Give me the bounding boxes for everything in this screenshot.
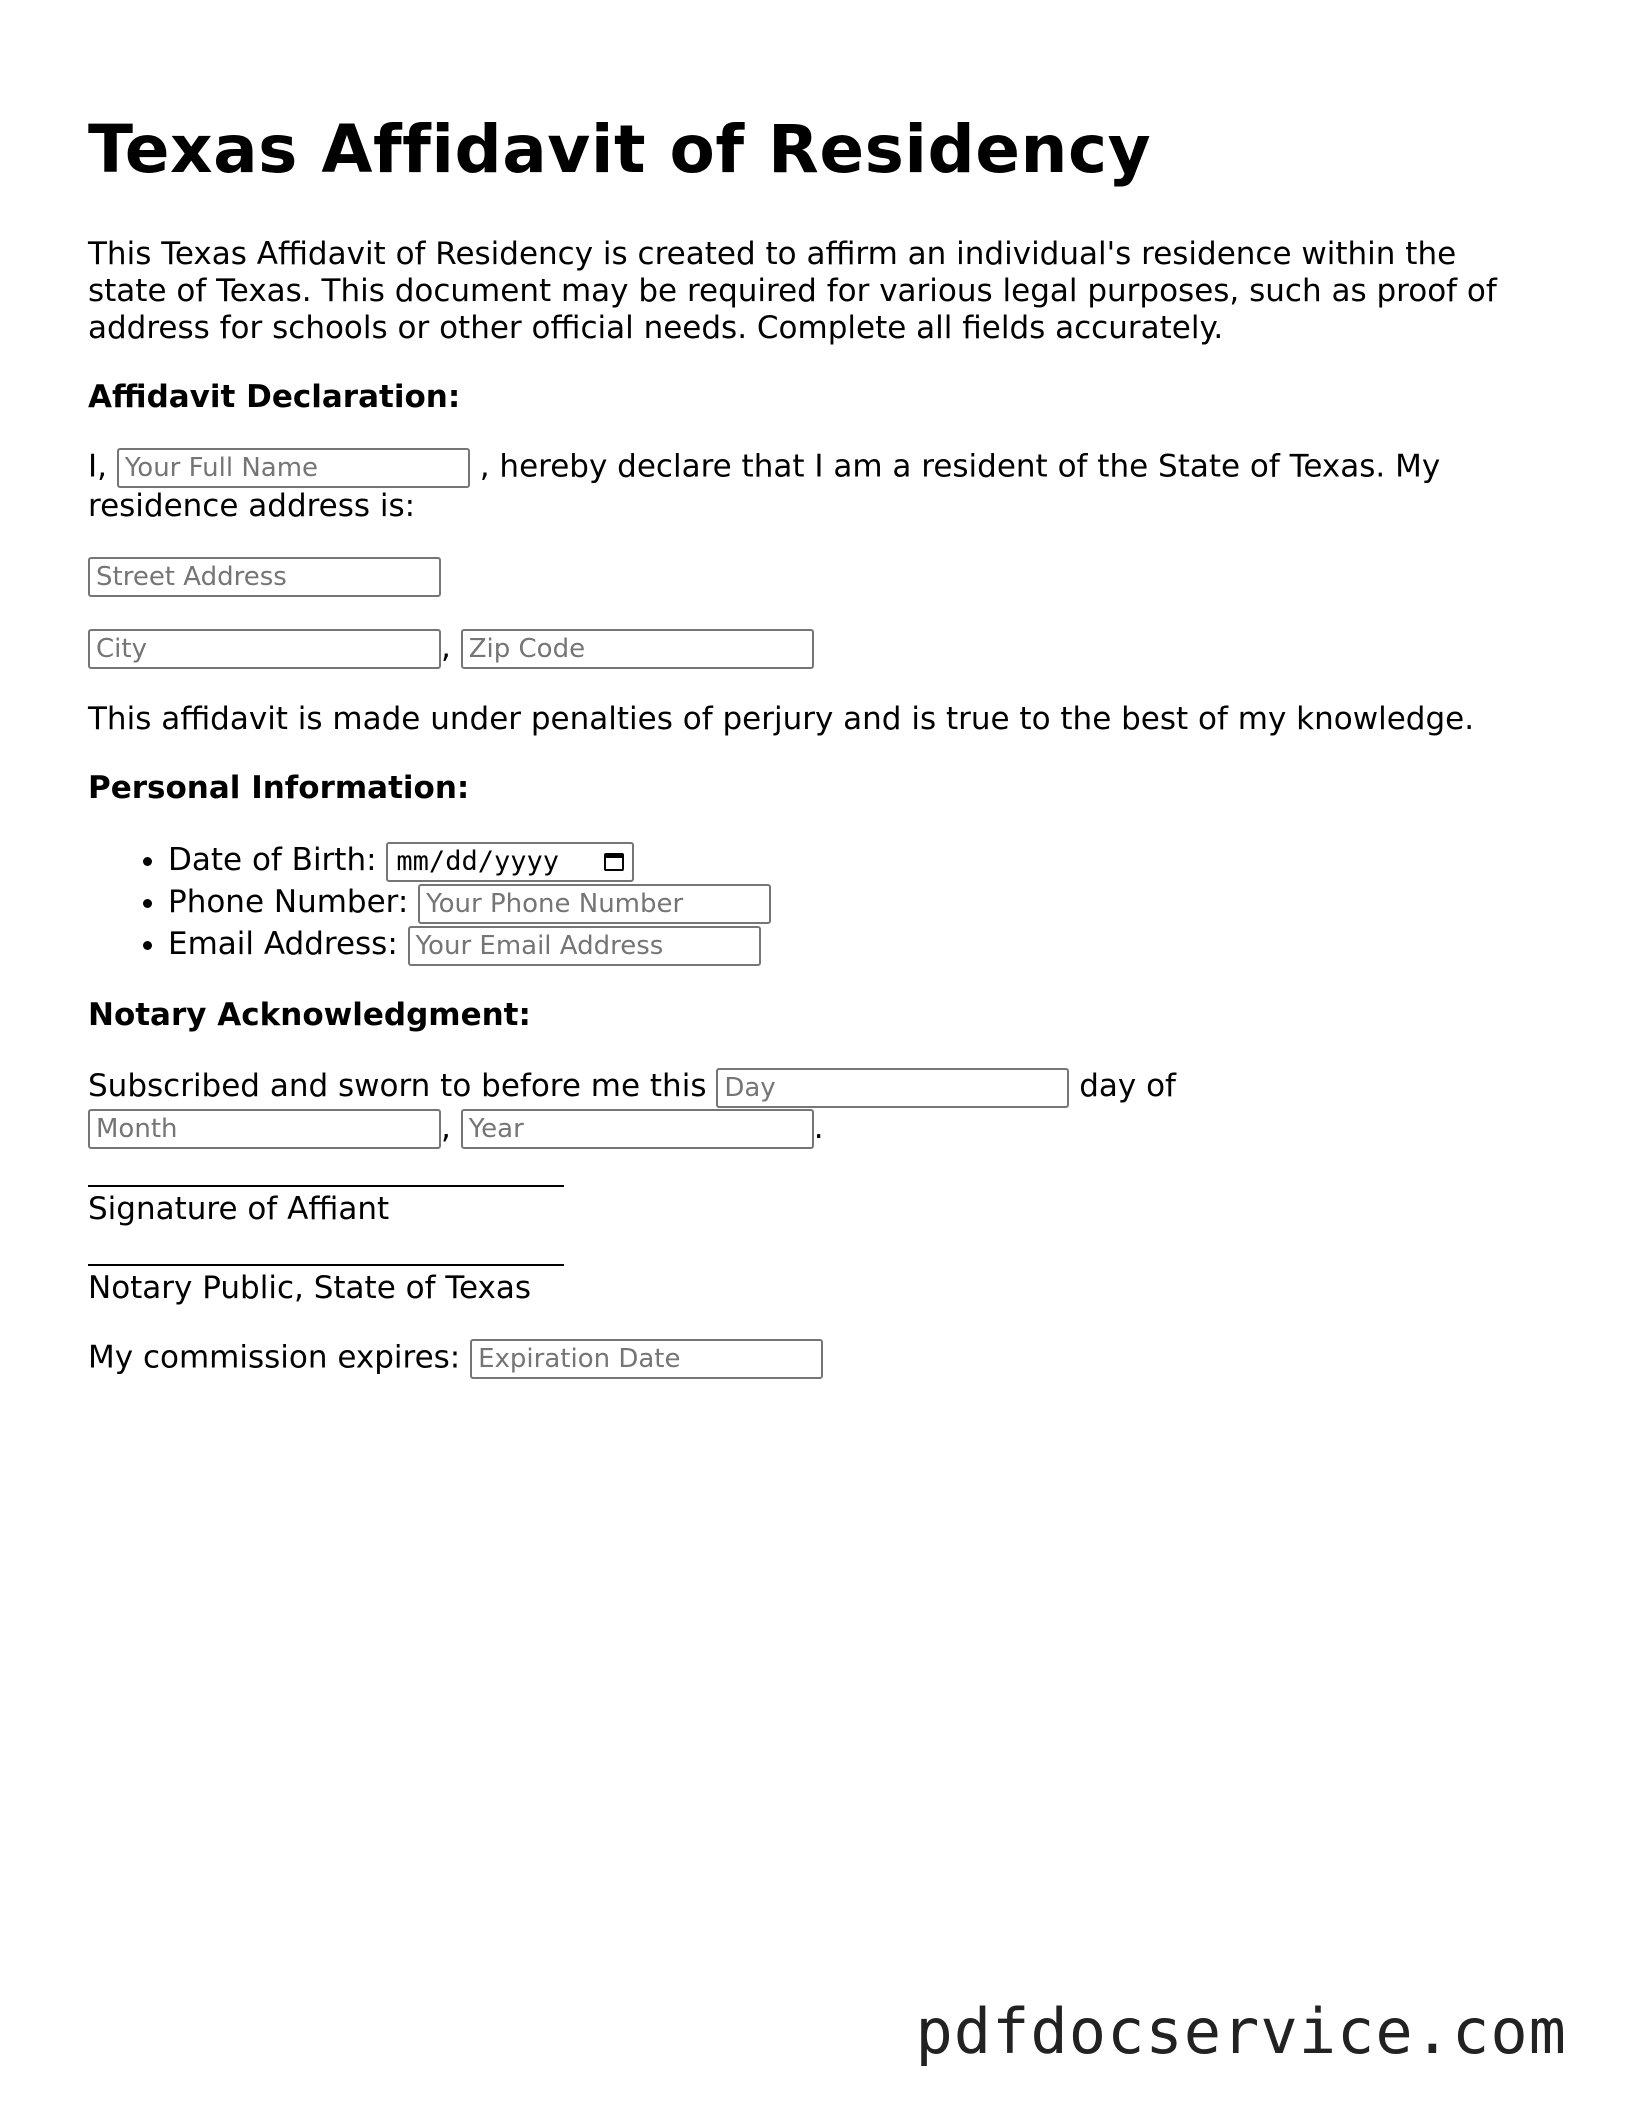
affiant-signature-block [88,1185,1528,1228]
document-title: Texas Affidavit of Residency [88,111,1152,188]
sworn-statement [88,1066,1528,1149]
commission-expires-line [88,1339,1528,1379]
month-input[interactable]: Month [88,1109,441,1149]
email-address-input[interactable]: Your Email Address [408,926,761,966]
notary-signature-block [88,1264,1528,1307]
day-of-text: day of [1079,1068,1176,1104]
sworn-prefix: Subscribed and sworn to before me this [88,1068,707,1104]
day-input[interactable]: Day [716,1068,1069,1108]
full-name-input[interactable]: Your Full Name [117,448,470,488]
notary-signature-line[interactable] [88,1264,564,1266]
list-item [168,881,1528,923]
commission-label: My commission expires: [88,1339,461,1376]
city-input[interactable]: City [88,629,441,669]
city-zip-row [88,629,1528,669]
calendar-icon[interactable] [604,853,624,871]
declaration-statement [88,448,1528,525]
phone-number-input[interactable]: Your Phone Number [418,884,771,924]
street-address-input[interactable]: Street Address [88,557,441,597]
list-item [168,839,1528,881]
date-format-text: mm/dd/yyyy [396,845,559,877]
street-row [88,557,1528,597]
expiration-date-input[interactable]: Expiration Date [470,1339,823,1379]
intro-paragraph: This Texas Affidavit of Residency is created to affirm an individual's residence within the state of Texas. This document may be required for various legal purposes, such as proof of address for schools or other official needs. Complete all fields accurately. [88,236,1497,346]
perjury-statement: This affidavit is made under penalties of perjury and is true to the best of my knowledge. [88,701,1475,737]
personal-info-list [88,839,1528,965]
personal-info-heading: Personal Information: [88,770,470,806]
notary-heading: Notary Acknowledgment: [88,997,531,1033]
dob-label: Date of Birth: [168,842,377,878]
sworn-period: . [813,1109,824,1146]
declaration-prefix: I, [88,448,107,485]
city-zip-comma: , [441,629,451,666]
phone-label: Phone Number: [168,884,409,920]
affiant-signature-line[interactable] [88,1185,564,1187]
date-of-birth-input[interactable] [386,842,634,882]
month-year-comma: , [441,1109,451,1146]
declaration-heading: Affidavit Declaration: [88,379,461,415]
zip-code-input[interactable]: Zip Code [461,629,814,669]
email-label: Email Address: [168,926,398,962]
notary-public-label: Notary Public, State of Texas [88,1270,532,1306]
watermark-text: pdfdocservice.com [915,1995,1567,2068]
list-item [168,923,1528,965]
year-input[interactable]: Year [461,1109,814,1149]
document-page [88,110,1528,1379]
declaration-suffix: , hereby declare that I am a resident of the State of Texas. My residence address is: [88,448,1441,524]
affiant-signature-label: Signature of Affiant [88,1191,390,1227]
